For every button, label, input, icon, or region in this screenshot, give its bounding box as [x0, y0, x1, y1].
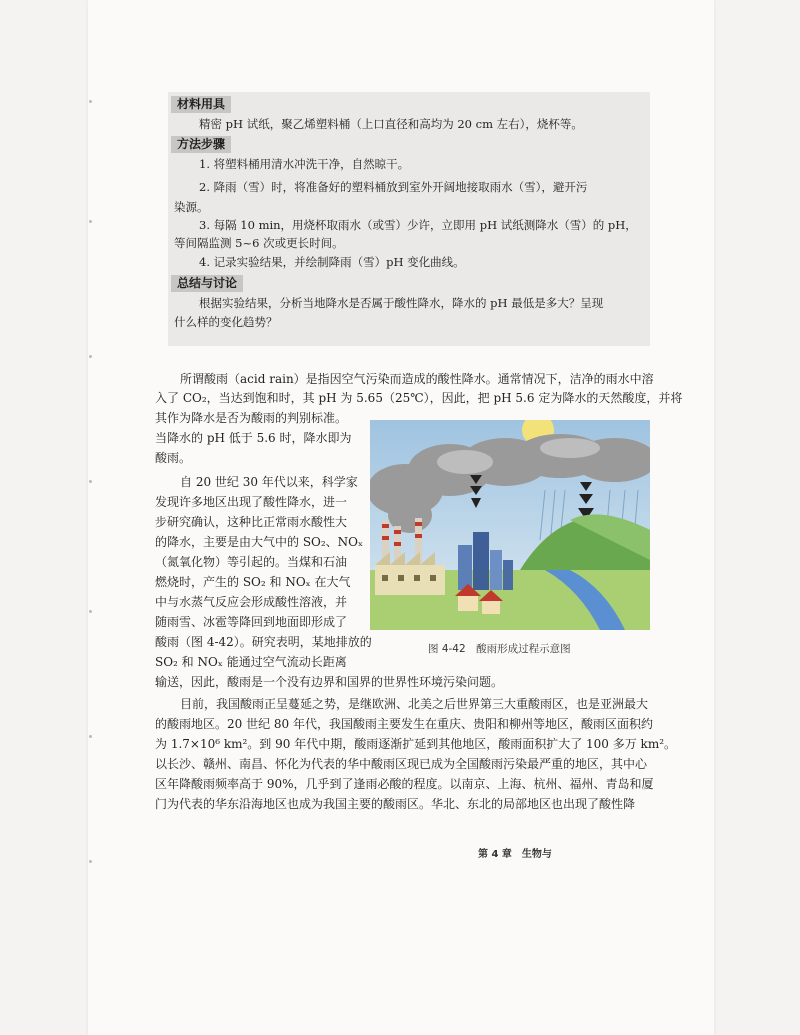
margin-mark [89, 860, 92, 863]
margin-mark [89, 100, 92, 103]
body-line: 中与水蒸气反应会形成酸性溶液，并 [155, 595, 348, 609]
body-line: 发现许多地区出现了酸性降水，进一 [155, 495, 348, 509]
materials-heading: 材料用具 [171, 96, 231, 113]
margin-mark [89, 480, 92, 483]
body-line: 自 20 世纪 30 年代以来，科学家 [180, 475, 358, 489]
acid-rain-figure [370, 420, 650, 630]
body-line: 酸雨（图 4-42）。研究表明，某地排放的 [155, 635, 372, 649]
body-line: 的酸雨地区。20 世纪 80 年代，我国酸雨主要发生在重庆、贵阳和柳州等地区，酸雨区面积约 [155, 717, 653, 731]
method-step: 染源。 [174, 200, 209, 214]
body-line: 随雨雪、冰雹等降回到地面即形成了 [155, 615, 348, 629]
body-line: 步研究确认，这种比正常雨水酸性大 [155, 515, 348, 529]
page-footer: 第 4 章 生物与 [478, 849, 552, 860]
body-line: 其作为降水是否为酸雨的判别标准。 [155, 411, 348, 425]
margin-mark [89, 610, 92, 613]
method-step: 4. 记录实验结果，并绘制降雨（雪）pH 变化曲线。 [199, 255, 465, 269]
method-heading: 方法步骤 [171, 136, 231, 153]
body-line: 所谓酸雨（acid rain）是指因空气污染而造成的酸性降水。通常情况下，洁净的雨水中溶 [180, 372, 654, 386]
body-line: （氮氧化物）等引起的。当煤和石油 [155, 555, 348, 569]
margin-mark [89, 735, 92, 738]
body-line: 的降水，主要是由大气中的 SO₂、NOₓ [155, 535, 364, 549]
method-step: 1. 将塑料桶用清水冲洗干净，自然晾干。 [199, 157, 410, 171]
method-step: 3. 每隔 10 min，用烧杯取雨水（或雪）少许，立即用 pH 试纸测降水（雪）的 pH， [199, 218, 637, 232]
body-line: 当降水的 pH 低于 5.6 时，降水即为 [155, 431, 352, 445]
summary-text: 根据实验结果，分析当地降水是否属于酸性降水，降水的 pH 最低是多大？呈现 [199, 296, 604, 310]
body-line: 入了 CO₂，当达到饱和时，其 pH 为 5.65（25℃），因此，把 pH 5.6 定为降水的天然酸度，并将 [155, 391, 683, 405]
body-line: 酸雨。 [155, 451, 192, 465]
body-line: SO₂ 和 NOₓ 能通过空气流动长距离 [155, 655, 347, 669]
summary-heading: 总结与讨论 [171, 275, 243, 292]
acid-rain-illustration [370, 420, 650, 630]
method-step: 等间隔监测 5~6 次或更长时间。 [174, 236, 344, 250]
body-line: 区年降酸雨频率高于 90%，几乎到了逢雨必酸的程度。以南京、上海、杭州、福州、青岛和厦 [155, 777, 654, 791]
method-step: 2. 降雨（雪）时，将准备好的塑料桶放到室外开阔地接取雨水（雪），避开污 [199, 180, 588, 194]
body-line: 门为代表的华东沿海地区也成为我国主要的酸雨区。华北、东北的局部地区也出现了酸性降 [155, 797, 636, 811]
figure-caption: 图 4-42 酸雨形成过程示意图 [428, 643, 571, 655]
materials-text: 精密 pH 试纸，聚乙烯塑料桶（上口直径和高均为 20 cm 左右），烧杯等。 [199, 117, 583, 131]
body-line: 燃烧时，产生的 SO₂ 和 NOₓ 在大气 [155, 575, 351, 589]
margin-mark [89, 220, 92, 223]
summary-text: 什么样的变化趋势？ [174, 315, 278, 329]
body-line: 为 1.7×10⁶ km²。到 90 年代中期，酸雨逐渐扩延到其他地区，酸雨面积扩大了 100 多万 km²。 [155, 737, 677, 751]
body-line: 以长沙、赣州、南昌、怀化为代表的华中酸雨区现已成为全国酸雨污染最严重的地区，其中心 [155, 757, 648, 771]
body-line: 输送，因此，酸雨是一个没有边界和国界的世界性环境污染问题。 [155, 675, 504, 689]
margin-mark [89, 355, 92, 358]
body-line: 目前，我国酸雨正呈蔓延之势，是继欧洲、北美之后世界第三大重酸雨区，也是亚洲最大 [180, 697, 649, 711]
